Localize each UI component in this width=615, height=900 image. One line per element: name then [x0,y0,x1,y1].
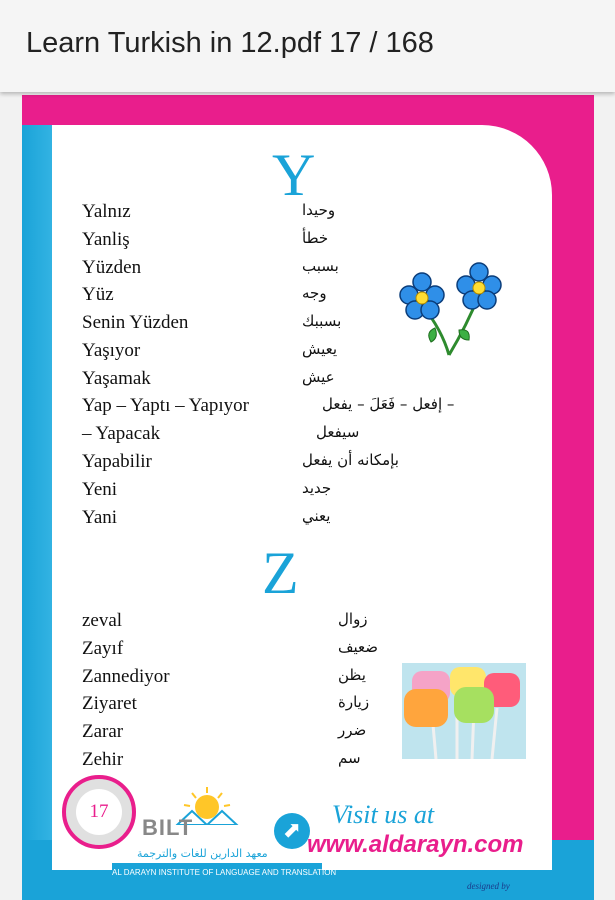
logo-arabic-name: معهد الدارين للغات والترجمة [137,847,268,860]
arabic-word: خطأ [302,229,329,247]
arabic-word: يعني [302,507,331,525]
logo-letters: BILT [142,815,194,840]
vocab-row [82,423,522,451]
turkish-word: Zayıf [82,638,124,659]
institute-logo [112,785,337,885]
arabic-word: بسبب [302,257,339,275]
logo-english-name: AL DARAYN INSTITUTE OF LANGUAGE AND TRANSLATION [112,863,322,883]
section-letter-z: Z [262,540,299,606]
turkish-word: zeval [82,610,123,631]
pdf-page[interactable] [22,95,594,900]
arabic-word: يعيش [302,340,338,358]
turkish-word: Zarar [82,721,124,742]
document-title: Learn Turkish in 12.pdf 17 / 168 [26,27,434,59]
vocab-row [82,201,522,229]
vocab-row [82,610,522,638]
arabic-word: وجه [302,284,327,302]
arabic-word: ضعيف [338,638,379,656]
turkish-word: Zehir [82,749,124,770]
flowers-illustration [387,260,512,365]
turkish-word: Yanliş [82,229,130,250]
turkish-word: Yeni [82,479,118,500]
vocab-row [82,507,522,535]
vocab-row [82,395,522,423]
turkish-word: Yüzden [82,257,142,278]
arabic-word: ضرر [338,721,367,739]
turkish-word: Yalnız [82,201,131,222]
candy-photo [402,663,526,759]
turkish-word: Zannediyor [82,666,170,687]
page-number: 17 [76,789,122,835]
turkish-word: Yaşıyor [82,340,141,361]
section-letter-y: Y [272,142,316,208]
turkish-word: Ziyaret [82,693,137,714]
arabic-word: بإمكانه أن يفعل [302,451,399,469]
designed-by: designed by [467,881,510,891]
arabic-word: جديد [302,479,332,497]
cursor-icon: ⬈ [274,813,310,849]
arabic-word: بسببك [302,312,342,330]
website-link[interactable]: www.aldarayn.com [307,831,524,858]
vocab-row [82,451,522,479]
vocab-row [82,229,522,257]
turkish-word: Yani [82,507,118,528]
turkish-word: – Yapacak [82,423,161,444]
vocab-row [82,638,522,666]
app-bar [0,0,615,92]
arabic-word: يظن [338,666,366,684]
visit-us-text: Visit us at [332,800,435,829]
turkish-word: Yapabilir [82,451,152,472]
arabic-word: سم [338,749,361,767]
arabic-word: زوال [338,610,368,628]
turkish-word: Yap – Yaptı – Yapıyor [82,395,250,416]
turkish-word: Yaşamak [82,368,151,389]
arabic-word: زيارة [338,693,370,711]
turkish-word: Senin Yüzden [82,312,189,333]
vocab-row [82,368,522,396]
arabic-word: عيش [302,368,335,386]
turkish-word: Yüz [82,284,114,305]
arabic-word: – إفعل – فَعَلَ – يفعل [322,395,455,413]
arabic-word: سيفعل [316,423,360,441]
arabic-word: وحيدا [302,201,336,219]
vocab-row [82,479,522,507]
